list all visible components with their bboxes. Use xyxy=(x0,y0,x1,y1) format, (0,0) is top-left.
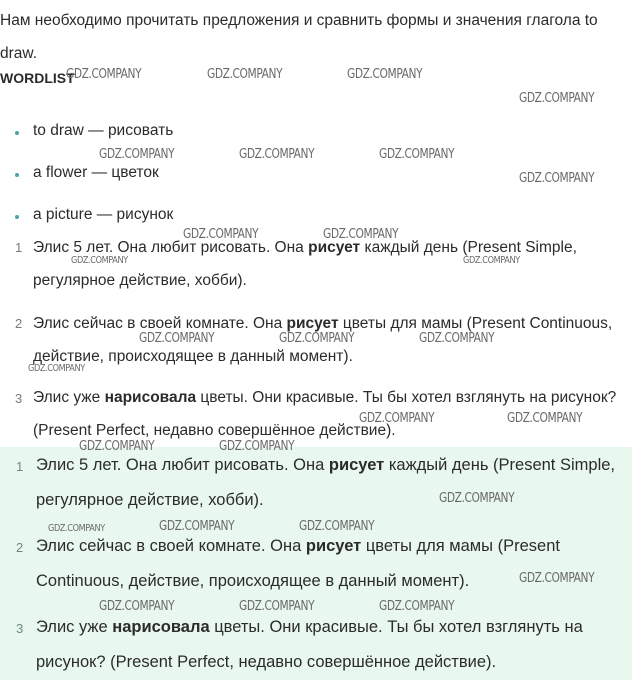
answer-number: 1 xyxy=(16,459,24,474)
watermark: GDZ.COMPANY xyxy=(519,171,595,186)
wordlist-heading: WORDLIST xyxy=(0,70,75,86)
watermark: GDZ.COMPANY xyxy=(71,255,128,266)
watermark: GDZ.COMPANY xyxy=(507,411,583,426)
watermark: GDZ.COMPANY xyxy=(279,331,355,346)
answer-sentence xyxy=(36,610,626,680)
watermark: GDZ.COMPANY xyxy=(347,67,423,82)
watermark: GDZ.COMPANY xyxy=(299,519,375,534)
answer-text: каждый день (Present Simple, регулярное действие, хобби). xyxy=(36,456,615,509)
watermark: GDZ.COMPANY xyxy=(79,439,155,454)
answer-sentence xyxy=(36,529,626,599)
word-text: a flower — цветок xyxy=(33,164,159,181)
bullet-icon xyxy=(15,215,19,219)
watermark: GDZ.COMPANY xyxy=(183,227,259,242)
answer-verb: рисует xyxy=(328,456,385,474)
watermark: GDZ.COMPANY xyxy=(159,519,235,534)
intro-text: Нам необходимо прочитать предложения и сравнить формы и значения глагола to draw. xyxy=(0,12,598,62)
answer-text: цветы для мамы (Present Continuous, действие, происходящее в данный момент). xyxy=(36,537,560,590)
answer-text: Элис сейчас в своей комнате. Она xyxy=(36,537,306,555)
watermark: GDZ.COMPANY xyxy=(323,227,399,242)
bullet-icon xyxy=(15,131,19,135)
watermark: GDZ.COMPANY xyxy=(239,147,315,162)
word-text: to draw — рисовать xyxy=(33,122,174,139)
watermark: GDZ.COMPANY xyxy=(207,67,283,82)
watermark: GDZ.COMPANY xyxy=(463,255,520,266)
watermark: GDZ.COMPANY xyxy=(419,331,495,346)
answer-verb: нарисовала xyxy=(112,618,210,636)
watermark: GDZ.COMPANY xyxy=(239,599,315,614)
sentence-number: 2 xyxy=(15,316,23,331)
sentence-number: 3 xyxy=(15,391,23,406)
word-text: a picture — рисунок xyxy=(33,206,174,223)
sentence-number: 1 xyxy=(15,240,23,255)
watermark: GDZ.COMPANY xyxy=(519,571,595,586)
watermark: GDZ.COMPANY xyxy=(359,411,435,426)
word-item xyxy=(33,206,173,224)
watermark: GDZ.COMPANY xyxy=(99,599,175,614)
watermark: GDZ.COMPANY xyxy=(28,363,85,374)
answer-sentence xyxy=(36,448,626,518)
watermark: GDZ.COMPANY xyxy=(66,67,142,82)
sentence-text: цветы для мамы (Present Continuous, действие, происходящее в данный момент). xyxy=(33,315,613,365)
sentence-verb: нарисовала xyxy=(104,389,197,406)
answer-text: цветы. Они красивые. Ты бы хотел взглянуть на рисунок? (Present Perfect, недавно совершённое действие). xyxy=(36,618,583,671)
answer-text: Элис уже xyxy=(36,618,113,636)
watermark: GDZ.COMPANY xyxy=(99,147,175,162)
answer-text: Элис 5 лет. Она любит рисовать. Она xyxy=(36,456,329,474)
watermark: GDZ.COMPANY xyxy=(519,91,595,106)
sentence-text: Элис уже xyxy=(33,389,105,406)
answer-number: 2 xyxy=(16,540,24,555)
answer-verb: рисует xyxy=(305,537,362,555)
sentence-text: Элис сейчас в своей комнате. Она xyxy=(33,315,287,332)
watermark: GDZ.COMPANY xyxy=(48,523,105,534)
watermark: GDZ.COMPANY xyxy=(219,439,295,454)
sentence-verb: рисует xyxy=(308,239,361,256)
word-item xyxy=(33,122,173,140)
watermark: GDZ.COMPANY xyxy=(139,331,215,346)
sentence-text: каждый день (Present Simple, регулярное действие, хобби). xyxy=(33,239,577,289)
answer-number: 3 xyxy=(16,621,24,636)
watermark: GDZ.COMPANY xyxy=(379,599,455,614)
word-item xyxy=(33,164,159,182)
sentence-text: цветы. Они красивые. Ты бы хотел взглянуть на рисунок? (Present Perfect, недавно совершённое действие). xyxy=(33,389,617,439)
bullet-icon xyxy=(15,173,19,177)
watermark: GDZ.COMPANY xyxy=(379,147,455,162)
watermark: GDZ.COMPANY xyxy=(439,491,515,506)
sentence-text: Элис 5 лет. Она любит рисовать. Она xyxy=(33,239,309,256)
sentence-verb: рисует xyxy=(286,315,339,332)
